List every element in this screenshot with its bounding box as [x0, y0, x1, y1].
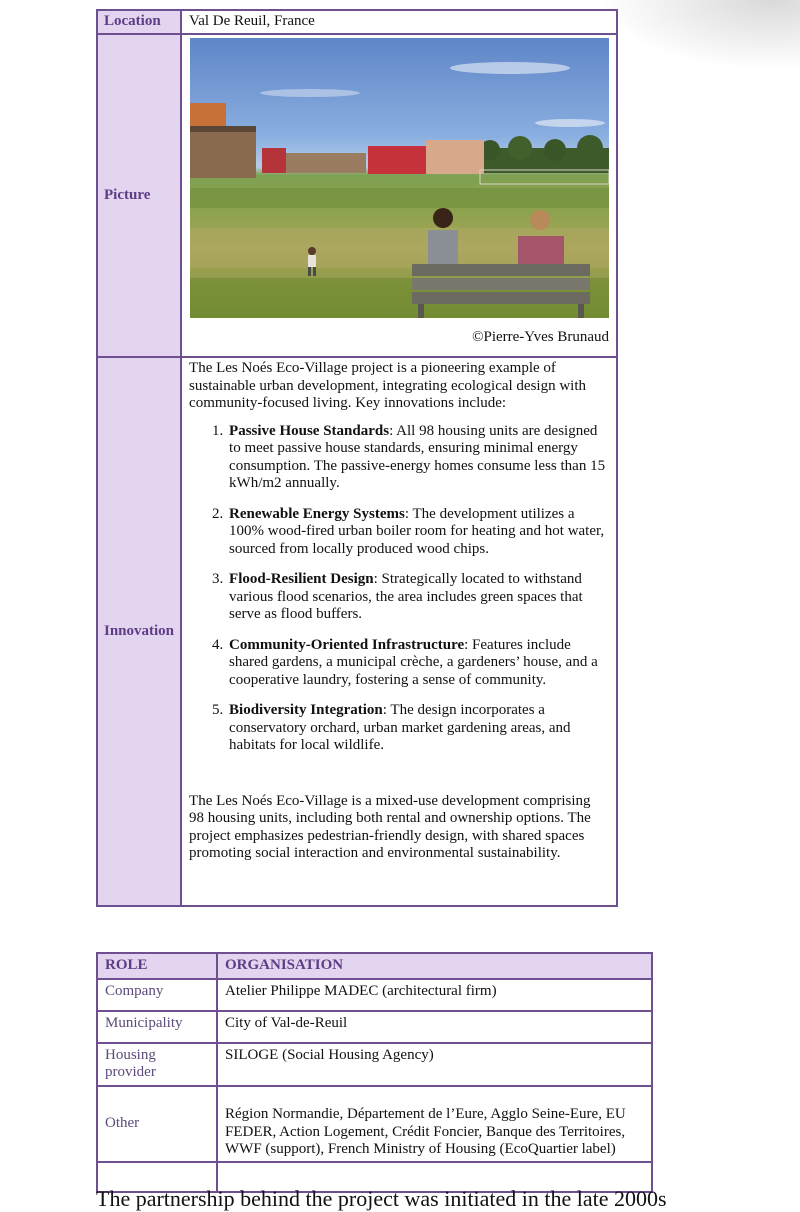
eco-village-photo-drawing [190, 38, 609, 318]
location-label: Location [97, 10, 181, 34]
list-item [227, 571, 609, 624]
project-info-table [96, 9, 618, 907]
picture-label: Picture [97, 34, 181, 358]
item-text: : Features include shared gardens, a municipal crèche, a gardeners’ house, and a cooperative laundry, fostering a sense of community. [229, 636, 598, 688]
innovation-row [97, 357, 617, 906]
organisation-cell: SILOGE (Social Housing Agency) [217, 1043, 652, 1086]
table-row [97, 1043, 652, 1086]
partners-header-row [97, 953, 652, 979]
photo-credit: ©Pierre-Yves Brunaud [472, 328, 610, 345]
role-cell: Other [97, 1086, 217, 1162]
item-text: : The design incorporates a conservatory orchard, urban market gardening areas, and habitats for local wildlife. [229, 702, 571, 753]
innovation-cell [181, 357, 617, 906]
list-item [227, 423, 609, 493]
role-cell: Company [97, 979, 217, 1011]
item-title: Community-Oriented Infrastructure [229, 636, 465, 653]
innovation-intro: The Les Noés Eco-Village project is a pioneering example of sustainable urban development, integrating ecological design with community-focused living. Key innovations include: [189, 360, 587, 411]
item-title: Passive House Standards [229, 422, 390, 439]
table-row [97, 979, 652, 1011]
role-header: ROLE [97, 953, 217, 979]
partnership-paragraph: The partnership behind the project was initiated in the late 2000s [96, 1186, 667, 1211]
item-title: Flood-Resilient Design [229, 571, 374, 587]
innovation-list [189, 423, 609, 755]
organisation-cell: Atelier Philippe MADEC (architectural firm) [217, 979, 652, 1011]
location-row [97, 10, 617, 34]
organisation-cell: City of Val-de-Reuil [217, 1011, 652, 1043]
role-cell: Housing provider [97, 1043, 217, 1086]
item-text: : The development utilizes a 100% wood-fired urban boiler room for heating and hot water, sourced from locally produced wood chips. [229, 505, 605, 557]
table-row [97, 1011, 652, 1043]
list-item [227, 702, 609, 755]
item-text: : Strategically located to withstand various flood scenarios, the area includes green spaces that serve as flood buffers. [229, 571, 583, 622]
list-item [227, 506, 609, 559]
picture-cell [181, 34, 617, 358]
item-text: : All 98 housing units are designed to meet passive house standards, ensuring minimal energy consumption. The passive-energy homes consume less than 15 kWh/m2 annually. [229, 422, 606, 491]
innovation-outro: The Les Noés Eco-Village is a mixed-use development comprising 98 housing units, including both rental and ownership options. The project emphasizes pedestrian-friendly design, with shared spaces promoting social interaction and environmental sustainability. [189, 792, 591, 861]
list-item [227, 637, 609, 690]
page-corner-shadow [600, 0, 800, 70]
innovation-label: Innovation [97, 357, 181, 906]
eco-village-photo [190, 38, 609, 318]
picture-row [97, 34, 617, 358]
partners-table [96, 952, 653, 1193]
item-title: Biodiversity Integration [229, 702, 383, 718]
table-row [97, 1086, 652, 1162]
role-cell: Municipality [97, 1011, 217, 1043]
organisation-cell: Région Normandie, Département de l’Eure, Agglo Seine-Eure, EU FEDER, Action Logement, Crédit Foncier, Banque des Territoires, WWF (support), French Ministry of Housing (EcoQuartier label) [217, 1086, 652, 1162]
organisation-header: ORGANISATION [217, 953, 652, 979]
item-title: Renewable Energy Systems [229, 505, 405, 522]
location-value: Val De Reuil, France [181, 10, 617, 34]
